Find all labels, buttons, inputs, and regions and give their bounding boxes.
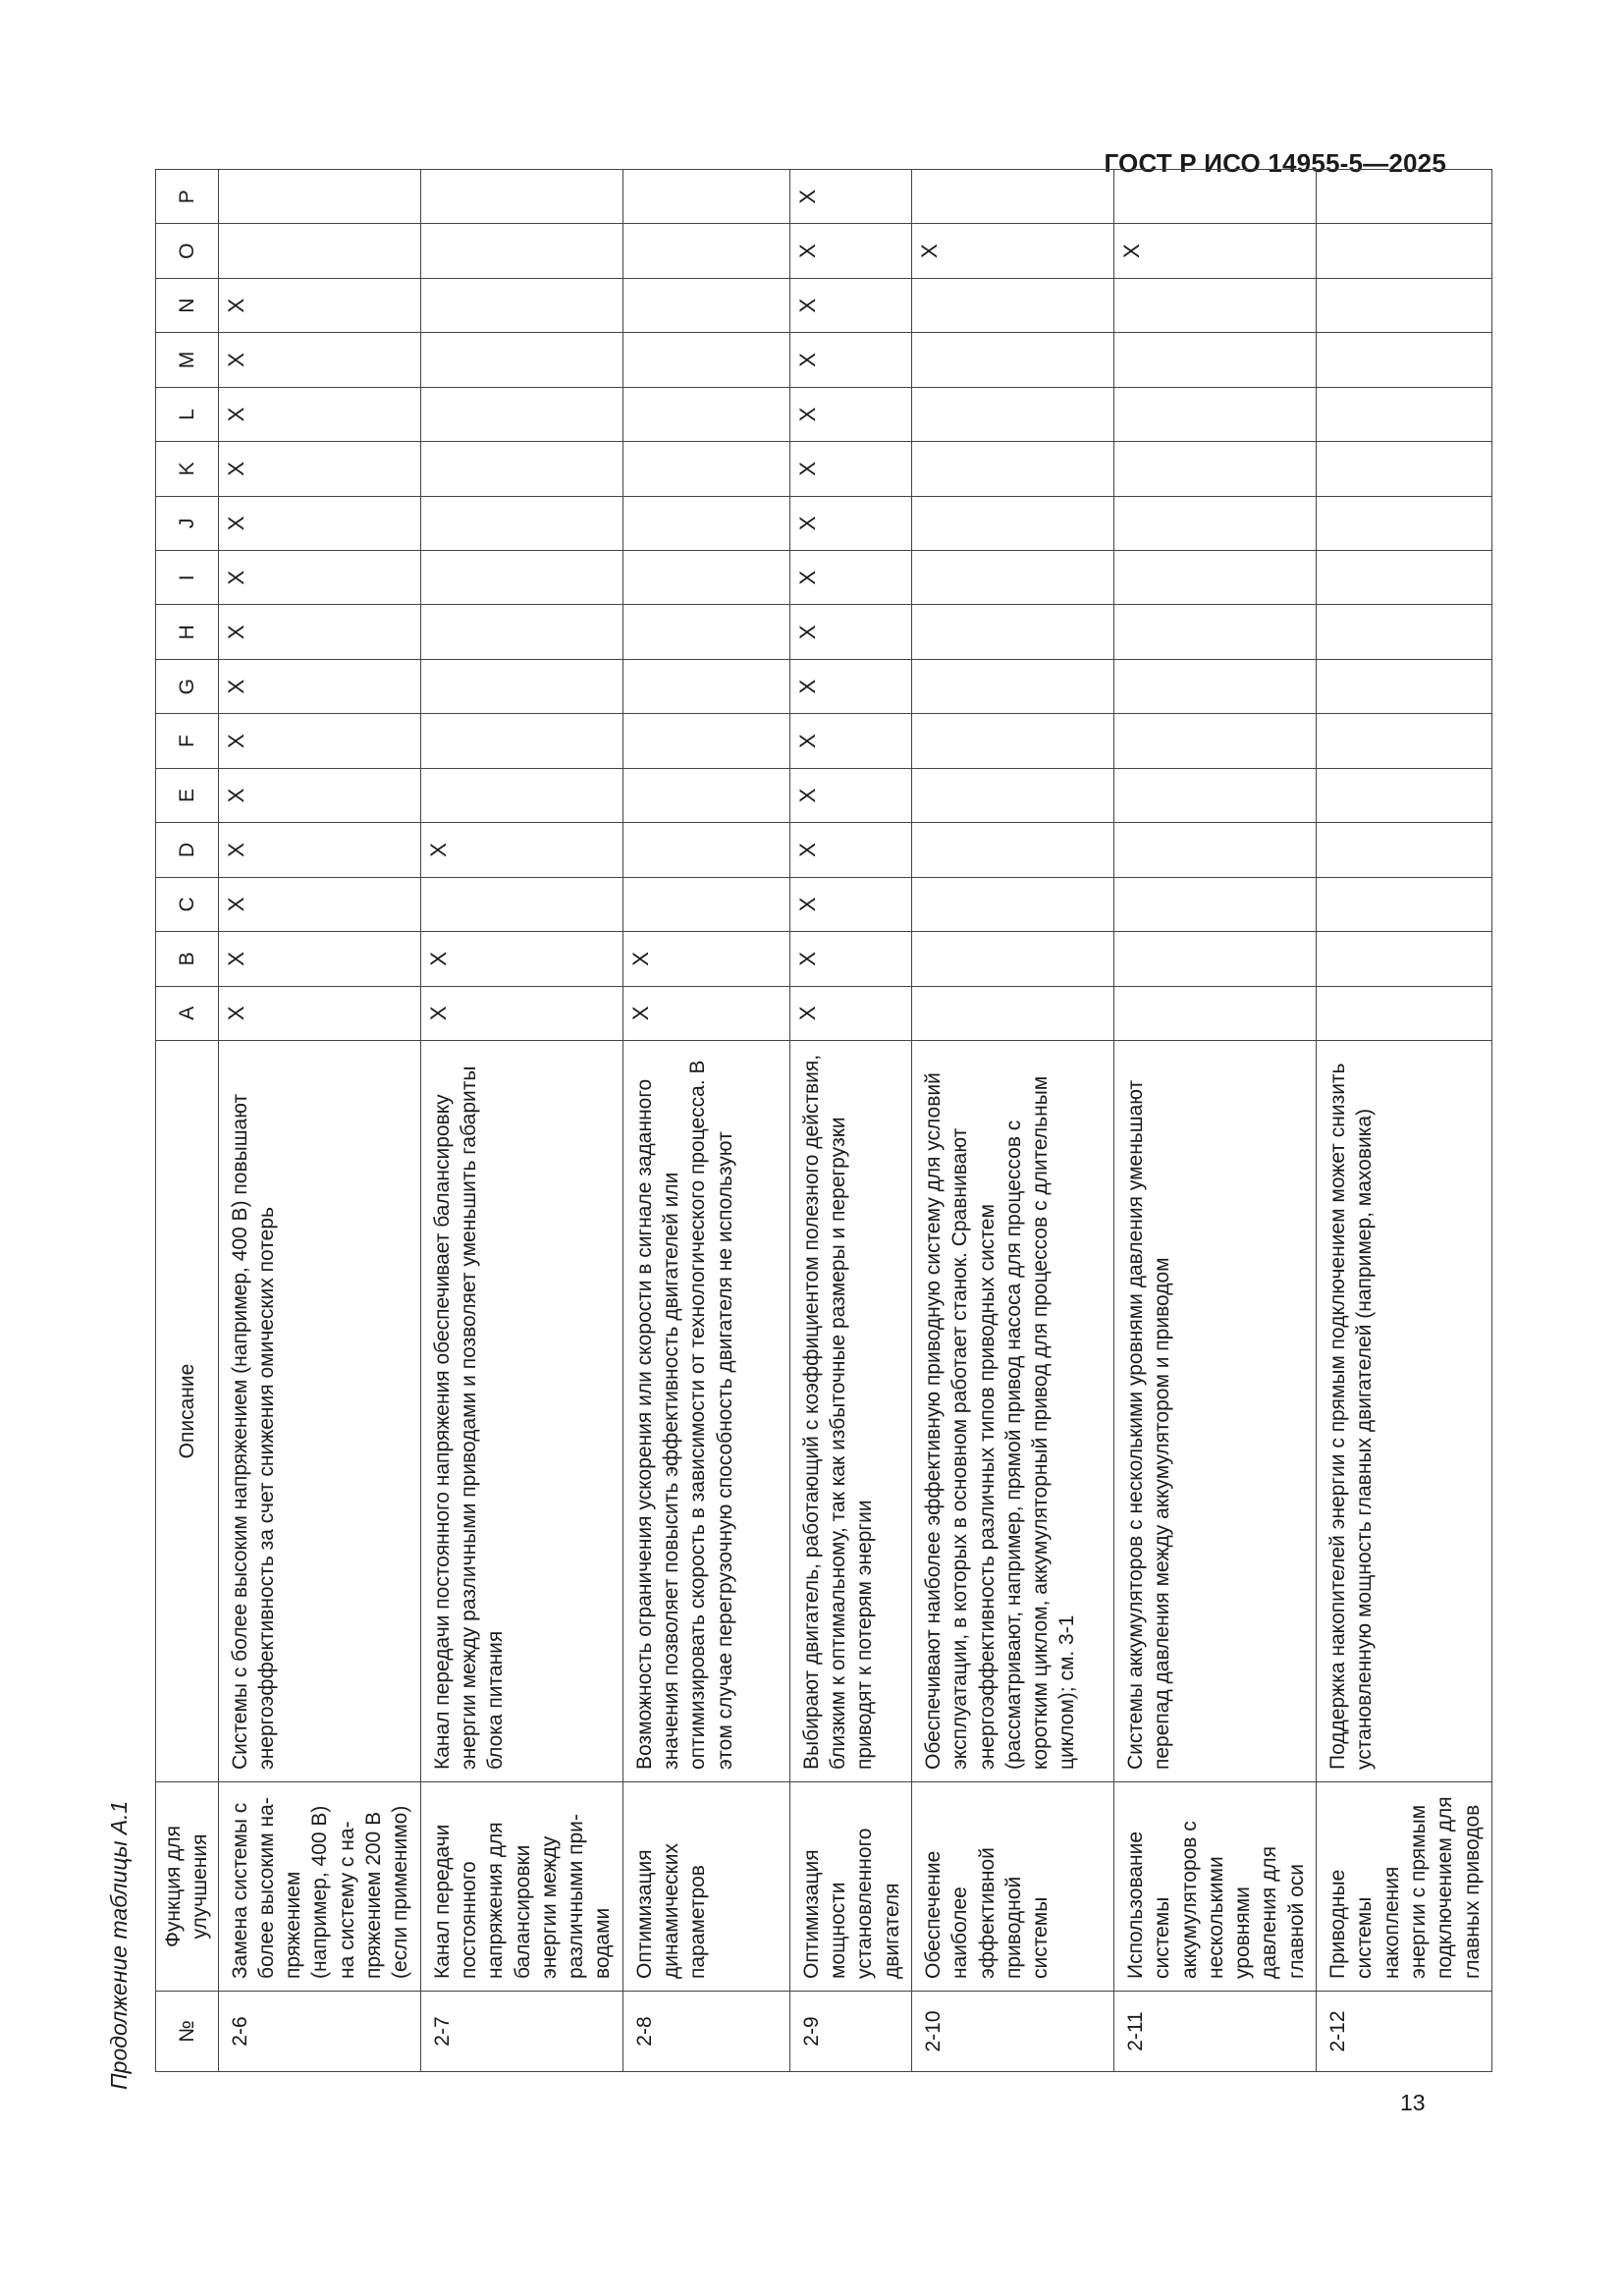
function-cell: Приводные системы накопления энергии с прямым подключением для главных приводов <box>1317 1782 1492 1992</box>
applicability-mark-cell <box>1113 605 1316 659</box>
applicability-mark-cell <box>218 170 420 224</box>
table-row <box>420 170 622 2072</box>
applicability-mark-cell <box>911 932 1113 986</box>
column-header-category: N <box>156 278 219 332</box>
applicability-mark-cell <box>911 714 1113 768</box>
table-caption: Продолжение таблицы А.1 <box>106 1800 132 2090</box>
applicability-mark-cell <box>1317 333 1492 387</box>
applicability-mark-cell <box>420 224 622 278</box>
column-header-category: O <box>156 224 219 278</box>
description-cell: Поддержка накопителей энергии с прямым подключением может снизить установленную мощность главных двигателей (например, маховика) <box>1317 1041 1492 1782</box>
description-cell: Выбирают двигатель, работающий с коэффициентом полезного действия, близким к оптимальному, так как избыточные размеры и перегрузки приводят к потерям энергии <box>789 1041 911 1782</box>
applicability-mark-cell: X <box>789 278 911 332</box>
applicability-mark-cell: X <box>789 551 911 605</box>
applicability-mark-cell <box>622 224 789 278</box>
column-header-category: B <box>156 932 219 986</box>
applicability-mark-cell <box>1317 605 1492 659</box>
applicability-mark-cell <box>911 659 1113 713</box>
applicability-mark-cell <box>1113 714 1316 768</box>
applicability-mark-cell <box>1317 442 1492 496</box>
row-number-cell: 2-9 <box>789 1992 911 2072</box>
applicability-mark-cell <box>420 278 622 332</box>
applicability-mark-cell <box>622 278 789 332</box>
applicability-mark-cell <box>1317 986 1492 1040</box>
description-cell: Системы аккумуляторов с несколькими уровнями давления уменьшают перепад давления между аккумулятором и приводом <box>1113 1041 1316 1782</box>
applicability-mark-cell <box>1113 986 1316 1040</box>
applicability-mark-cell: X <box>218 605 420 659</box>
applicability-mark-cell <box>911 333 1113 387</box>
applicability-mark-cell: X <box>1113 224 1316 278</box>
applicability-mark-cell: X <box>218 986 420 1040</box>
applicability-mark-cell <box>1317 714 1492 768</box>
description-cell: Системы с более высоким напряжением (например, 400 В) повышают энергоэффективность за счет снижения омических потерь <box>218 1041 420 1782</box>
applicability-mark-cell <box>1317 823 1492 877</box>
applicability-mark-cell <box>1113 823 1316 877</box>
column-header-category: D <box>156 823 219 877</box>
table-header-row <box>156 170 219 2072</box>
column-header-category: F <box>156 714 219 768</box>
column-header-category: G <box>156 659 219 713</box>
page-number: 13 <box>1400 2090 1426 2115</box>
applicability-mark-cell: X <box>789 170 911 224</box>
applicability-mark-cell <box>420 496 622 550</box>
applicability-mark-cell <box>911 278 1113 332</box>
applicability-mark-cell <box>1317 768 1492 822</box>
applicability-mark-cell: X <box>789 768 911 822</box>
applicability-mark-cell <box>1113 659 1316 713</box>
applicability-mark-cell: X <box>218 932 420 986</box>
table-row <box>1113 170 1316 2072</box>
applicability-mark-cell: X <box>789 986 911 1040</box>
applicability-mark-cell <box>622 877 789 931</box>
applicability-mark-cell <box>1113 333 1316 387</box>
applicability-mark-cell <box>1317 877 1492 931</box>
applicability-mark-cell <box>911 442 1113 496</box>
function-cell: Оптимизация мощности установленного двигателя <box>789 1782 911 1992</box>
applicability-mark-cell: X <box>789 932 911 986</box>
table-row <box>622 170 789 2072</box>
column-header-category: E <box>156 768 219 822</box>
table-row <box>789 170 911 2072</box>
applicability-mark-cell <box>622 496 789 550</box>
applicability-mark-cell <box>911 551 1113 605</box>
applicability-mark-cell <box>1113 932 1316 986</box>
applicability-mark-cell: X <box>622 986 789 1040</box>
column-header-category: M <box>156 333 219 387</box>
applicability-mark-cell <box>1113 387 1316 441</box>
applicability-mark-cell <box>1113 442 1316 496</box>
function-cell: Обеспечение наиболее эффективной приводной системы <box>911 1782 1113 1992</box>
column-header-function: Функция для улучшения <box>156 1782 219 1992</box>
applicability-mark-cell <box>1317 278 1492 332</box>
description-cell: Возможность ограничения ускорения или скорости в сигнале заданного значения позволяет повысить эффективность двигателей или оптимизировать скорость в зависимости от технологического процесса. В этом случае перегрузочную способность двигателя не используют <box>622 1041 789 1782</box>
function-cell: Использование системы аккумуляторов с несколькими уровнями давления для главной оси <box>1113 1782 1316 1992</box>
applicability-mark-cell: X <box>622 932 789 986</box>
applicability-mark-cell <box>622 659 789 713</box>
table-row <box>218 170 420 2072</box>
applicability-mark-cell <box>622 605 789 659</box>
column-header-category: C <box>156 877 219 931</box>
row-number-cell: 2-12 <box>1317 1992 1492 2072</box>
applicability-mark-cell: X <box>420 986 622 1040</box>
table-row <box>1317 170 1492 2072</box>
row-number-cell: 2-6 <box>218 1992 420 2072</box>
applicability-mark-cell: X <box>218 714 420 768</box>
column-header-category: J <box>156 496 219 550</box>
applicability-mark-cell: X <box>789 823 911 877</box>
applicability-mark-cell <box>1113 278 1316 332</box>
applicability-mark-cell <box>1113 768 1316 822</box>
applicability-mark-cell <box>622 442 789 496</box>
applicability-mark-cell: X <box>911 224 1113 278</box>
description-cell: Канал передачи постоянного напряжения обеспечивает балансировку энергии между различными приводами и позволяет уменьшить габариты блока питания <box>420 1041 622 1782</box>
applicability-mark-cell <box>420 877 622 931</box>
column-header-category: A <box>156 986 219 1040</box>
applicability-mark-cell <box>1317 659 1492 713</box>
applicability-mark-cell <box>911 986 1113 1040</box>
column-header-category: I <box>156 551 219 605</box>
applicability-mark-cell: X <box>789 333 911 387</box>
function-cell: Оптимизация динамических параметров <box>622 1782 789 1992</box>
row-number-cell: 2-7 <box>420 1992 622 2072</box>
applicability-mark-cell <box>1317 551 1492 605</box>
column-header-description: Описание <box>156 1041 219 1782</box>
applicability-mark-cell <box>911 768 1113 822</box>
applicability-mark-cell: X <box>218 333 420 387</box>
applicability-mark-cell: X <box>218 496 420 550</box>
applicability-mark-cell <box>420 442 622 496</box>
applicability-mark-cell <box>420 714 622 768</box>
table-body <box>218 170 1491 2072</box>
applicability-mark-cell: X <box>789 387 911 441</box>
applicability-mark-cell <box>911 170 1113 224</box>
applicability-mark-cell <box>622 333 789 387</box>
applicability-mark-cell: X <box>420 932 622 986</box>
applicability-mark-cell: X <box>218 551 420 605</box>
applicability-mark-cell <box>622 823 789 877</box>
column-header-number: № <box>156 1992 219 2072</box>
document-header: ГОСТ Р ИСО 14955-5—2025 <box>1104 148 1446 178</box>
applicability-mark-cell <box>1113 877 1316 931</box>
applicability-mark-cell <box>420 551 622 605</box>
applicability-mark-cell <box>622 170 789 224</box>
applicability-mark-cell: X <box>218 768 420 822</box>
applicability-mark-cell <box>1113 496 1316 550</box>
applicability-mark-cell <box>420 605 622 659</box>
applicability-mark-cell <box>911 496 1113 550</box>
applicability-mark-cell <box>420 170 622 224</box>
table-row <box>911 170 1113 2072</box>
applicability-mark-cell <box>911 387 1113 441</box>
applicability-mark-cell: X <box>789 877 911 931</box>
applicability-mark-cell: X <box>218 823 420 877</box>
applicability-mark-cell: X <box>789 496 911 550</box>
row-number-cell: 2-11 <box>1113 1992 1316 2072</box>
applicability-mark-cell <box>911 877 1113 931</box>
column-header-category: L <box>156 387 219 441</box>
applicability-mark-cell: X <box>218 278 420 332</box>
applicability-mark-cell <box>1317 496 1492 550</box>
applicability-mark-cell <box>1317 932 1492 986</box>
applicability-mark-cell: X <box>789 224 911 278</box>
applicability-mark-cell: X <box>218 387 420 441</box>
applicability-mark-cell <box>1317 224 1492 278</box>
applicability-mark-cell <box>1317 170 1492 224</box>
applicability-mark-cell <box>420 659 622 713</box>
applicability-mark-cell: X <box>789 659 911 713</box>
row-number-cell: 2-8 <box>622 1992 789 2072</box>
applicability-mark-cell <box>911 823 1113 877</box>
applicability-mark-cell <box>622 768 789 822</box>
applicability-mark-cell <box>218 224 420 278</box>
applicability-mark-cell: X <box>420 823 622 877</box>
description-cell: Обеспечивают наиболее эффективную приводную систему для условий эксплуатации, в которых в основном работает станок. Сравнивают энергоэффективность различных типов приводных систем (рассматривают, например, прямой привод насоса для процессов с коротким циклом, аккумуляторный привод для процессов с длительным циклом); см. 3-1 <box>911 1041 1113 1782</box>
column-header-category: H <box>156 605 219 659</box>
applicability-mark-cell: X <box>218 877 420 931</box>
row-number-cell: 2-10 <box>911 1992 1113 2072</box>
column-header-category: P <box>156 170 219 224</box>
applicability-mark-cell <box>1317 387 1492 441</box>
column-header-category: K <box>156 442 219 496</box>
applicability-mark-cell: X <box>789 714 911 768</box>
applicability-mark-cell <box>622 714 789 768</box>
applicability-mark-cell: X <box>789 442 911 496</box>
applicability-mark-cell: X <box>789 605 911 659</box>
applicability-mark-cell: X <box>218 442 420 496</box>
applicability-mark-cell <box>420 768 622 822</box>
applicability-mark-cell: X <box>218 659 420 713</box>
applicability-mark-cell <box>622 551 789 605</box>
applicability-mark-cell <box>420 333 622 387</box>
applicability-mark-cell <box>911 605 1113 659</box>
function-cell: Замена системы с более высоким напряжением (например, 400 В) на систему с напряжением 200 В (если применимо) <box>218 1782 420 1992</box>
improvement-functions-table <box>155 169 1492 2072</box>
applicability-mark-cell <box>420 387 622 441</box>
applicability-mark-cell <box>1113 551 1316 605</box>
function-cell: Канал передачи постоянного напряжения для балансировки энергии между различными приводами <box>420 1782 622 1992</box>
applicability-mark-cell <box>1113 170 1316 224</box>
applicability-mark-cell <box>622 387 789 441</box>
